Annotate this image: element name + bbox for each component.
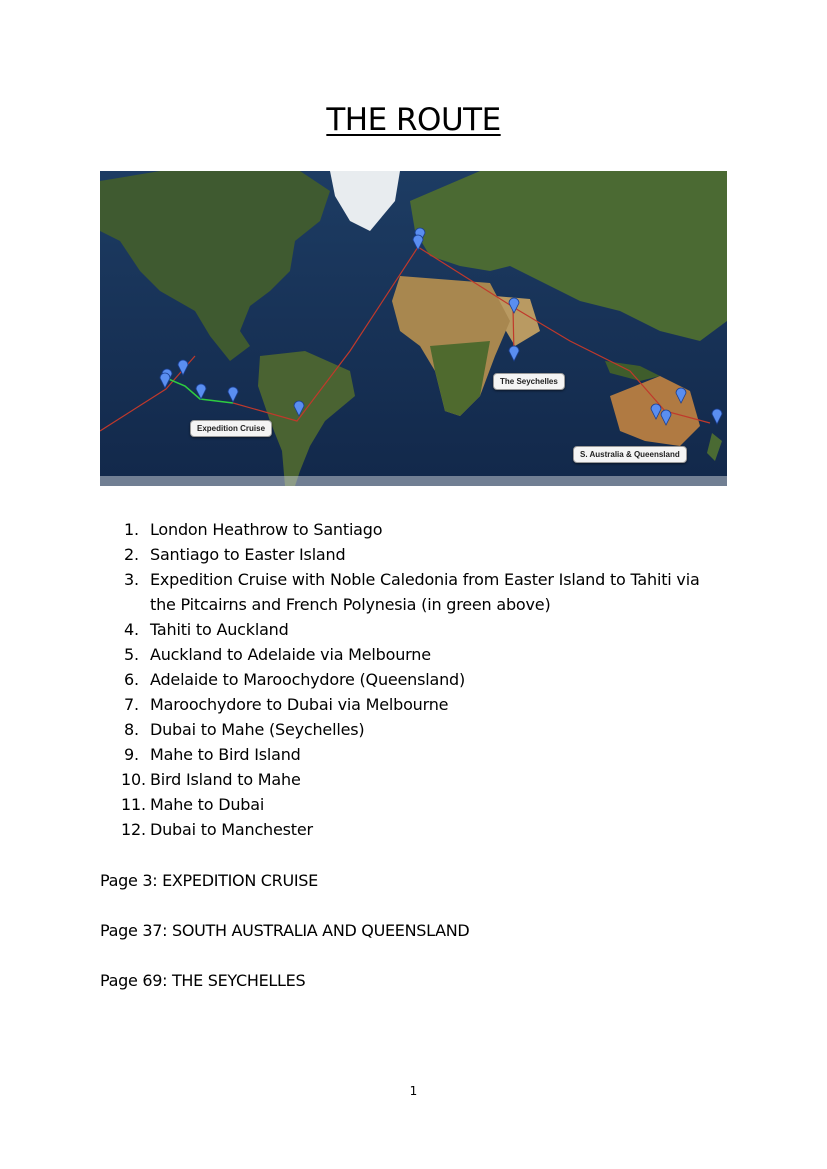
list-number: 5.	[124, 645, 139, 664]
list-number: 11.	[121, 795, 146, 814]
list-text: Adelaide to Maroochydore (Queensland)	[150, 670, 466, 689]
list-number: 3.	[124, 570, 139, 589]
list-text: Dubai to Mahe (Seychelles)	[150, 720, 365, 739]
list-item	[110, 517, 730, 542]
page-number: 1	[409, 1084, 418, 1098]
list-text: Maroochydore to Dubai via Melbourne	[150, 695, 449, 714]
list-number: 8.	[124, 720, 139, 739]
page-reference-seychelles: Page 69: THE SEYCHELLES	[100, 971, 306, 990]
page-reference-australia: Page 37: SOUTH AUSTRALIA AND QUEENSLAND	[100, 921, 470, 940]
list-text: Auckland to Adelaide via Melbourne	[150, 645, 431, 664]
list-text: Tahiti to Auckland	[150, 620, 289, 639]
route-list	[110, 517, 730, 842]
list-number: 6.	[124, 670, 139, 689]
page-index	[100, 869, 469, 1019]
page-title-text: THE ROUTE	[326, 102, 501, 138]
list-item	[110, 667, 730, 692]
list-text: Bird Island to Mahe	[150, 770, 301, 789]
list-number: 4.	[124, 620, 139, 639]
list-item	[110, 742, 730, 767]
list-item	[110, 617, 730, 642]
list-number: 10.	[121, 770, 146, 789]
list-item	[110, 817, 730, 842]
list-number: 7.	[124, 695, 139, 714]
list-text: London Heathrow to Santiago	[150, 520, 383, 539]
page-title	[0, 102, 827, 138]
list-number: 1.	[124, 520, 139, 539]
list-text: Mahe to Bird Island	[150, 745, 301, 764]
list-number: 12.	[121, 820, 146, 839]
list-item	[110, 717, 730, 742]
list-item	[110, 642, 730, 667]
list-number: 2.	[124, 545, 139, 564]
list-text: Santiago to Easter Island	[150, 545, 346, 564]
list-item	[110, 567, 730, 617]
map-label-expedition[interactable]: Expedition Cruise	[190, 420, 272, 437]
page-reference-expedition: Page 3: EXPEDITION CRUISE	[100, 871, 318, 890]
list-text: Mahe to Dubai	[150, 795, 265, 814]
route-map	[100, 171, 727, 486]
list-item	[110, 542, 730, 567]
world-map-image	[100, 171, 727, 486]
list-text: Dubai to Manchester	[150, 820, 313, 839]
list-number: 9.	[124, 745, 139, 764]
list-item	[110, 692, 730, 717]
map-label-australia[interactable]: S. Australia & Queensland	[573, 446, 687, 463]
list-item	[110, 767, 730, 792]
list-text: Expedition Cruise with Noble Caledonia from Easter Island to Tahiti via the Pitcairns and French Polynesia (in green above)	[150, 570, 700, 614]
list-item	[110, 792, 730, 817]
map-label-seychelles[interactable]: The Seychelles	[493, 373, 565, 390]
